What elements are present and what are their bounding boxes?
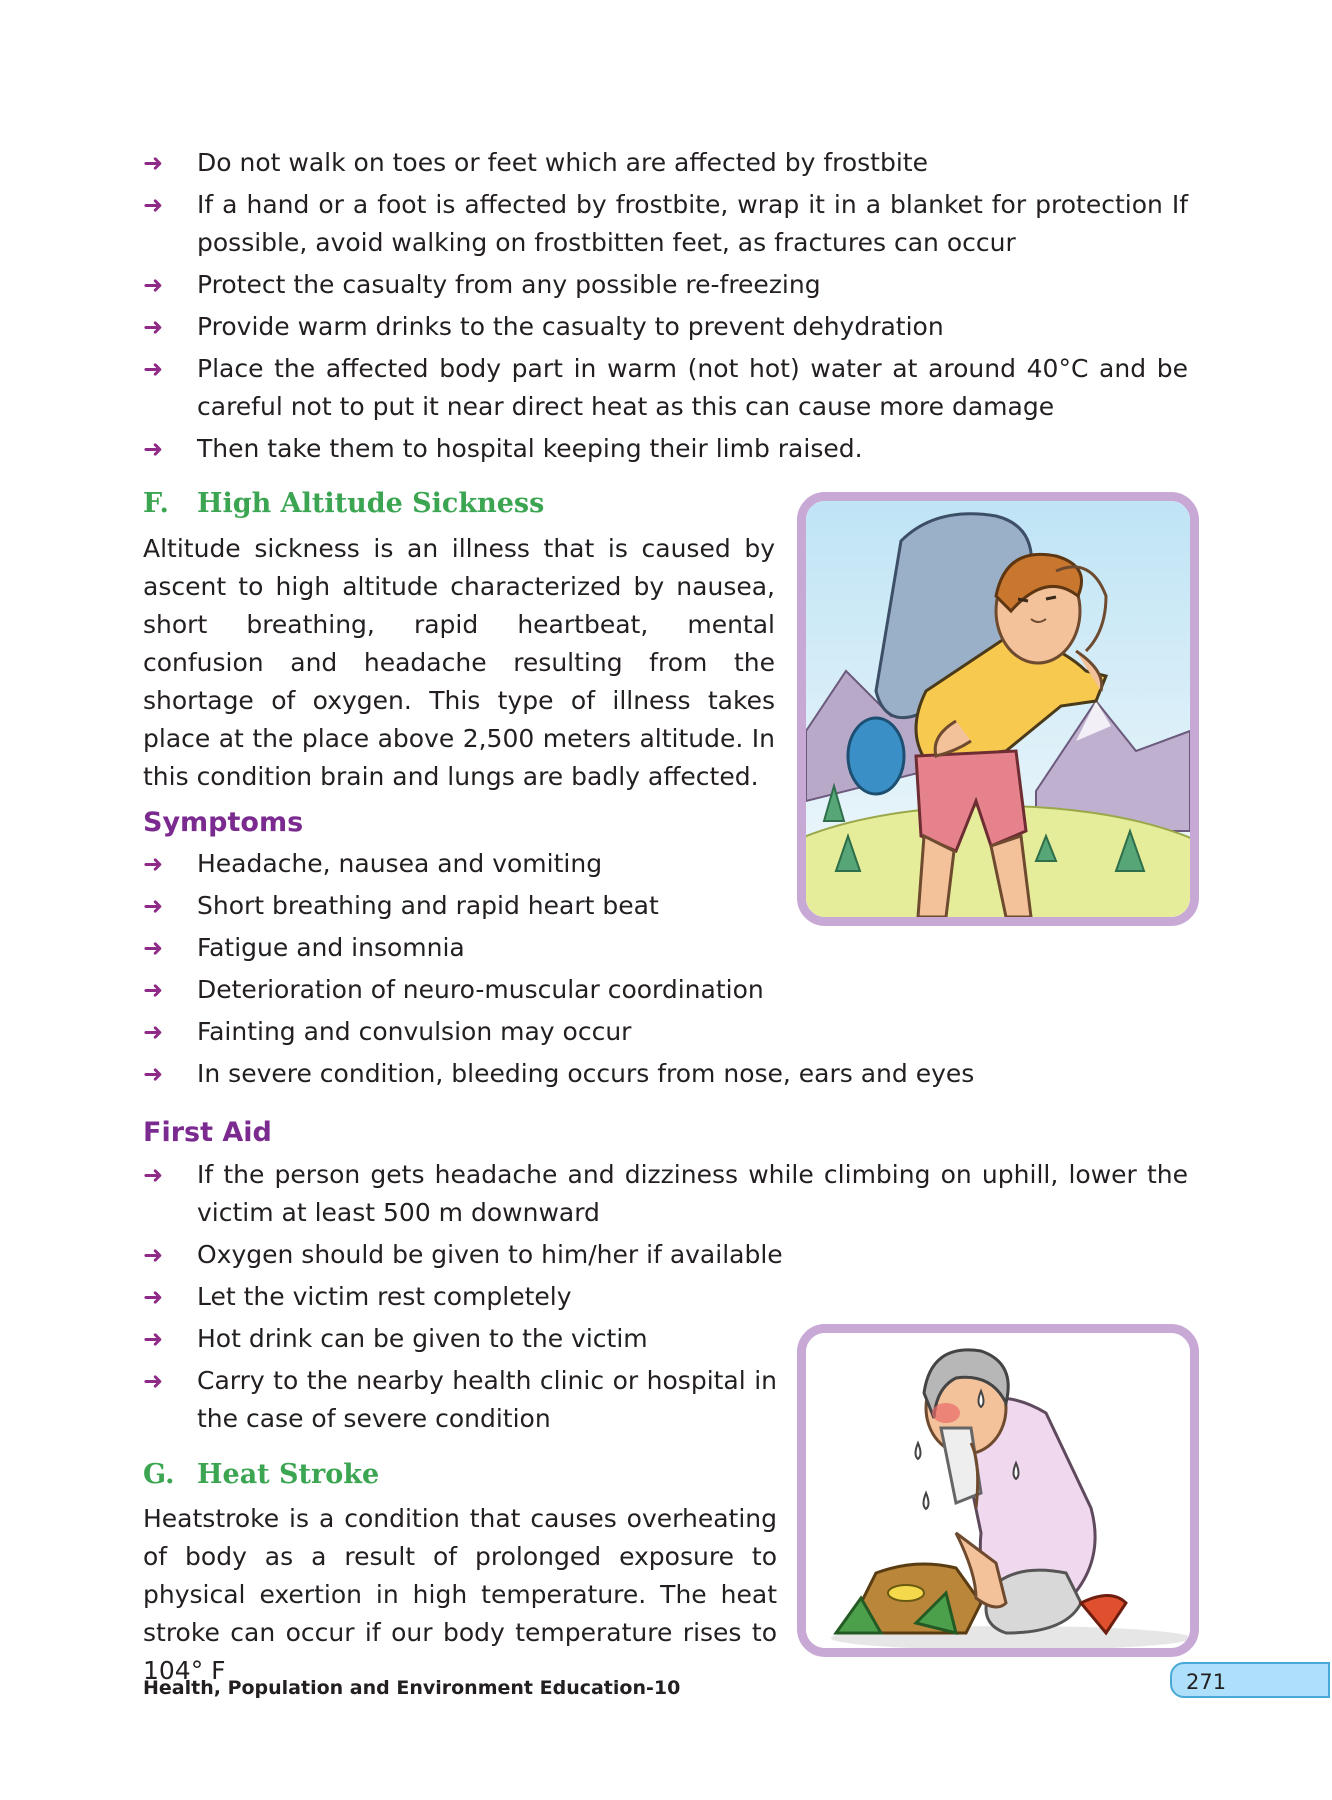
- list-item: ➜ Oxygen should be given to him/her if available: [143, 1236, 1188, 1274]
- heat-stroke-illustration: [797, 1324, 1199, 1657]
- list-item: ➜ In severe condition, bleeding occurs from nose, ears and eyes: [143, 1055, 1043, 1093]
- heat-stroke-intro: Heatstroke is a condition that causes overheating of body as a result of prolonged exposure to physical exertion in high temperature. The heat stroke can occur if our body temperature rises to 104° F: [143, 1504, 777, 1685]
- arrow-right-icon: ➜: [143, 313, 164, 341]
- book-title-footer: Health, Population and Environment Education-10: [143, 1677, 681, 1699]
- arrow-right-icon: ➜: [143, 355, 164, 383]
- arrow-right-icon: ➜: [143, 1325, 164, 1353]
- frostbite-first-aid-list: [143, 144, 1188, 472]
- symptoms-list: [143, 845, 1043, 1097]
- first-aid-heading: First Aid: [143, 1117, 272, 1148]
- list-item: ➜ Fainting and convulsion may occur: [143, 1013, 1043, 1051]
- arrow-right-icon: ➜: [143, 149, 164, 177]
- list-item: ➜ Hot drink can be given to the victim: [143, 1320, 1188, 1358]
- arrow-right-icon: ➜: [143, 1060, 164, 1088]
- section-letter: G.: [143, 1459, 175, 1490]
- section-g-heading: [143, 1457, 379, 1493]
- section-title: High Altitude Sickness: [197, 488, 545, 519]
- arrow-right-icon: ➜: [143, 934, 164, 962]
- arrow-right-icon: ➜: [143, 976, 164, 1004]
- arrow-right-icon: ➜: [143, 271, 164, 299]
- arrow-right-icon: ➜: [143, 1161, 164, 1189]
- symptoms-heading: Symptoms: [143, 807, 304, 838]
- list-item: ➜ Fatigue and insomnia: [143, 929, 1043, 967]
- list-item: ➜ Let the victim rest completely: [143, 1278, 1188, 1316]
- list-item: ➜ Place the affected body part in warm (not hot) water at around 40°C and be careful not to put it near direct heat as this can cause more damage: [143, 350, 1188, 426]
- arrow-right-icon: ➜: [143, 1283, 164, 1311]
- section-f-heading: [143, 486, 544, 522]
- list-item: ➜ Then take them to hospital keeping their limb raised.: [143, 430, 1188, 468]
- list-item: ➜ If the person gets headache and dizziness while climbing on uphill, lower the victim at least 500 m downward: [143, 1156, 1188, 1232]
- section-title: Heat Stroke: [197, 1459, 380, 1490]
- list-item: ➜ Do not walk on toes or feet which are affected by frostbite: [143, 144, 1188, 182]
- arrow-right-icon: ➜: [143, 850, 164, 878]
- arrow-right-icon: ➜: [143, 1241, 164, 1269]
- arrow-right-icon: ➜: [143, 892, 164, 920]
- arrow-right-icon: ➜: [143, 191, 164, 219]
- list-item: ➜ Headache, nausea and vomiting: [143, 845, 1043, 883]
- arrow-right-icon: ➜: [143, 1018, 164, 1046]
- arrow-right-icon: ➜: [143, 435, 164, 463]
- altitude-sickness-intro: Altitude sickness is an illness that is caused by ascent to high altitude characterized by nausea, short breathing, rapid heartbeat, mental confusion and headache resulting from the shortage of oxygen. This type of illness takes place at the place above 2,500 meters altitude. In this condition brain and lungs are badly affected.: [143, 534, 775, 791]
- list-item: ➜ Protect the casualty from any possible re-freezing: [143, 266, 1188, 304]
- list-item: ➜ If a hand or a foot is affected by frostbite, wrap it in a blanket for protection If possible, avoid walking on frostbitten feet, as fractures can occur: [143, 186, 1188, 262]
- list-item: ➜ Short breathing and rapid heart beat: [143, 887, 1043, 925]
- list-item: ➜ Deterioration of neuro-muscular coordination: [143, 971, 1043, 1009]
- list-item: ➜ Carry to the nearby health clinic or hospital in the case of severe condition: [143, 1362, 777, 1438]
- page-number: 271: [1170, 1662, 1330, 1698]
- section-letter: F.: [143, 488, 169, 519]
- list-item: ➜ Provide warm drinks to the casualty to prevent dehydration: [143, 308, 1188, 346]
- heat-stroke-drawing: [806, 1333, 1190, 1648]
- arrow-right-icon: ➜: [143, 1367, 164, 1395]
